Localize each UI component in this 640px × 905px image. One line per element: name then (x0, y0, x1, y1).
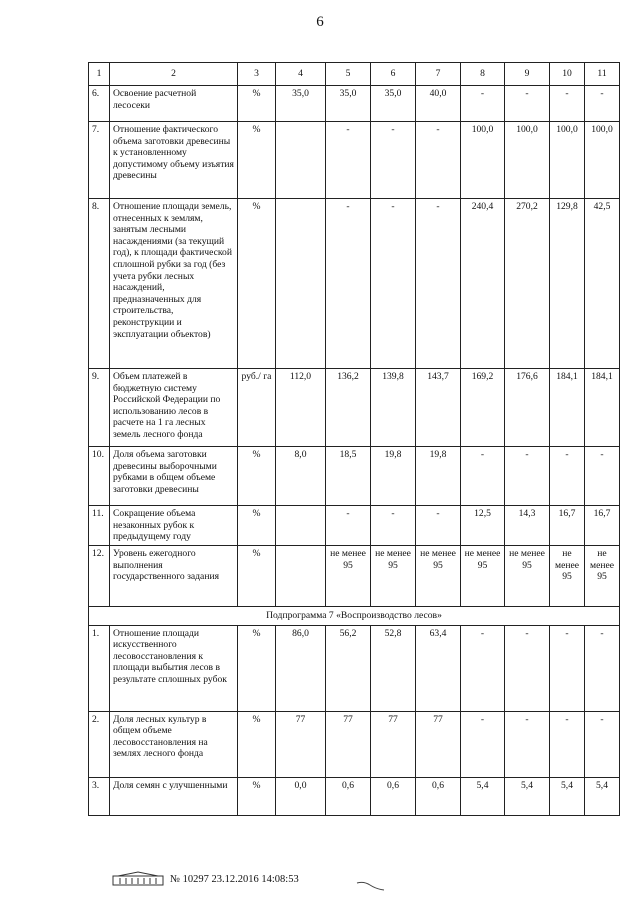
value-cell: 184,1 (550, 369, 585, 447)
header-cell: 4 (276, 63, 326, 86)
unit-cell: % (238, 711, 276, 777)
indicator-name: Доля объема заготовки древесины выборочными рубками в общем объеме заготовки древесины (110, 447, 238, 506)
value-cell: 16,7 (550, 506, 585, 546)
header-cell: 9 (505, 63, 550, 86)
value-cell: - (326, 506, 371, 546)
header-cell: 3 (238, 63, 276, 86)
indicator-name: Отношение фактического объема заготовки древесины к установленному допустимому объему изъятия древесины (110, 122, 238, 199)
value-cell: 35,0 (326, 86, 371, 122)
header-cell: 5 (326, 63, 371, 86)
value-cell: 169,2 (461, 369, 505, 447)
row-number: 7. (89, 122, 110, 199)
header-cell: 7 (416, 63, 461, 86)
value-cell: - (371, 506, 416, 546)
value-cell: 77 (276, 711, 326, 777)
value-cell: - (550, 625, 585, 711)
value-cell: 19,8 (371, 447, 416, 506)
value-cell (276, 122, 326, 199)
table-row (89, 369, 620, 447)
value-cell: 176,6 (505, 369, 550, 447)
unit-cell: % (238, 86, 276, 122)
value-cell: 8,0 (276, 447, 326, 506)
row-number: 1. (89, 625, 110, 711)
unit-cell: % (238, 777, 276, 815)
value-cell: 63,4 (416, 625, 461, 711)
page-number: 6 (316, 14, 324, 30)
unit-cell: % (238, 199, 276, 369)
indicator-name: Отношение площади земель, отнесенных к землям, занятым лесными насаждениями (за текущий год), к площади фактической сплошной рубки за год (без учета рубки лесных насаждений, предназначенных для строительства, реконструкции и эксплуатации объектов) (110, 199, 238, 369)
row-number: 6. (89, 86, 110, 122)
value-cell: 35,0 (371, 86, 416, 122)
row-number: 11. (89, 506, 110, 546)
value-cell: - (416, 122, 461, 199)
unit-cell: % (238, 122, 276, 199)
value-cell: - (585, 625, 620, 711)
row-number: 3. (89, 777, 110, 815)
value-cell: не менее 95 (371, 546, 416, 607)
table-row (89, 711, 620, 777)
footer (112, 869, 299, 889)
indicator-name: Освоение расчетной лесосеки (110, 86, 238, 122)
value-cell: - (585, 447, 620, 506)
unit-cell: руб./ га (238, 369, 276, 447)
value-cell: 18,5 (326, 447, 371, 506)
value-cell (276, 506, 326, 546)
pen-mark-icon (356, 880, 386, 892)
value-cell: не менее 95 (585, 546, 620, 607)
row-number: 9. (89, 369, 110, 447)
header-cell: 2 (110, 63, 238, 86)
value-cell: - (461, 711, 505, 777)
value-cell: 5,4 (461, 777, 505, 815)
table-row (89, 86, 620, 122)
value-cell: 12,5 (461, 506, 505, 546)
value-cell: - (326, 199, 371, 369)
value-cell: 14,3 (505, 506, 550, 546)
value-cell: - (461, 86, 505, 122)
value-cell: 77 (371, 711, 416, 777)
header-cell: 1 (89, 63, 110, 86)
row-number: 12. (89, 546, 110, 607)
value-cell (276, 199, 326, 369)
value-cell: - (585, 711, 620, 777)
header-cell: 10 (550, 63, 585, 86)
value-cell: 5,4 (550, 777, 585, 815)
table-row (89, 199, 620, 369)
value-cell: 0,6 (326, 777, 371, 815)
value-cell: 5,4 (505, 777, 550, 815)
unit-cell: % (238, 625, 276, 711)
table-row (89, 506, 620, 546)
value-cell: не менее 95 (416, 546, 461, 607)
value-cell (276, 546, 326, 607)
indicator-name: Отношение площади искусственного лесовосстановления к площади выбытия лесов в результате сплошных рубок (110, 625, 238, 711)
indicator-name: Доля семян с улучшенными (110, 777, 238, 815)
value-cell: 100,0 (550, 122, 585, 199)
table-row (89, 625, 620, 711)
indicators-table (88, 62, 620, 816)
table-header-row (89, 63, 620, 86)
value-cell: - (371, 122, 416, 199)
value-cell: 0,6 (416, 777, 461, 815)
value-cell: - (371, 199, 416, 369)
table-row (89, 447, 620, 506)
registration-stamp-icon (112, 871, 164, 887)
value-cell: 35,0 (276, 86, 326, 122)
unit-cell: % (238, 506, 276, 546)
value-cell: 56,2 (326, 625, 371, 711)
value-cell: 52,8 (371, 625, 416, 711)
value-cell: - (326, 122, 371, 199)
value-cell: - (505, 86, 550, 122)
unit-cell: % (238, 447, 276, 506)
row-number: 8. (89, 199, 110, 369)
value-cell: 100,0 (461, 122, 505, 199)
value-cell: 86,0 (276, 625, 326, 711)
header-cell: 8 (461, 63, 505, 86)
value-cell: 136,2 (326, 369, 371, 447)
subprogram-title: Подпрограмма 7 «Воспроизводство лесов» (89, 607, 620, 626)
value-cell: 270,2 (505, 199, 550, 369)
value-cell: не менее 95 (505, 546, 550, 607)
value-cell: 16,7 (585, 506, 620, 546)
value-cell: - (550, 447, 585, 506)
value-cell: 0,6 (371, 777, 416, 815)
value-cell: 77 (416, 711, 461, 777)
value-cell: - (505, 711, 550, 777)
value-cell: - (505, 625, 550, 711)
header-cell: 6 (371, 63, 416, 86)
value-cell: 112,0 (276, 369, 326, 447)
indicator-name: Уровень ежегодного выполнения государственного задания (110, 546, 238, 607)
indicator-name: Объем платежей в бюджетную систему Российской Федерации по использованию лесов в расчете на 1 га лесных земель лесного фонда (110, 369, 238, 447)
unit-cell: % (238, 546, 276, 607)
value-cell: 19,8 (416, 447, 461, 506)
row-number: 2. (89, 711, 110, 777)
value-cell: - (461, 625, 505, 711)
value-cell: 0,0 (276, 777, 326, 815)
indicator-name: Сокращение объема незаконных рубок к предыдущему году (110, 506, 238, 546)
value-cell: 129,8 (550, 199, 585, 369)
value-cell: не менее 95 (461, 546, 505, 607)
header-cell: 11 (585, 63, 620, 86)
value-cell: - (585, 86, 620, 122)
table-row (89, 777, 620, 815)
value-cell: 100,0 (585, 122, 620, 199)
value-cell: 240,4 (461, 199, 505, 369)
value-cell: 77 (326, 711, 371, 777)
table-row (89, 122, 620, 199)
value-cell: 42,5 (585, 199, 620, 369)
value-cell: 40,0 (416, 86, 461, 122)
value-cell: - (550, 86, 585, 122)
table-row (89, 546, 620, 607)
value-cell: 184,1 (585, 369, 620, 447)
indicator-name: Доля лесных культур в общем объеме лесовосстановления на землях лесного фонда (110, 711, 238, 777)
subprogram-row (89, 607, 620, 626)
value-cell: 143,7 (416, 369, 461, 447)
value-cell: - (461, 447, 505, 506)
row-number: 10. (89, 447, 110, 506)
value-cell: - (416, 199, 461, 369)
value-cell: 139,8 (371, 369, 416, 447)
value-cell: не менее 95 (550, 546, 585, 607)
value-cell: 100,0 (505, 122, 550, 199)
document-number: № 10297 23.12.2016 14:08:53 (170, 873, 299, 885)
value-cell: - (550, 711, 585, 777)
value-cell: 5,4 (585, 777, 620, 815)
value-cell: - (505, 447, 550, 506)
value-cell: - (416, 506, 461, 546)
value-cell: не менее 95 (326, 546, 371, 607)
